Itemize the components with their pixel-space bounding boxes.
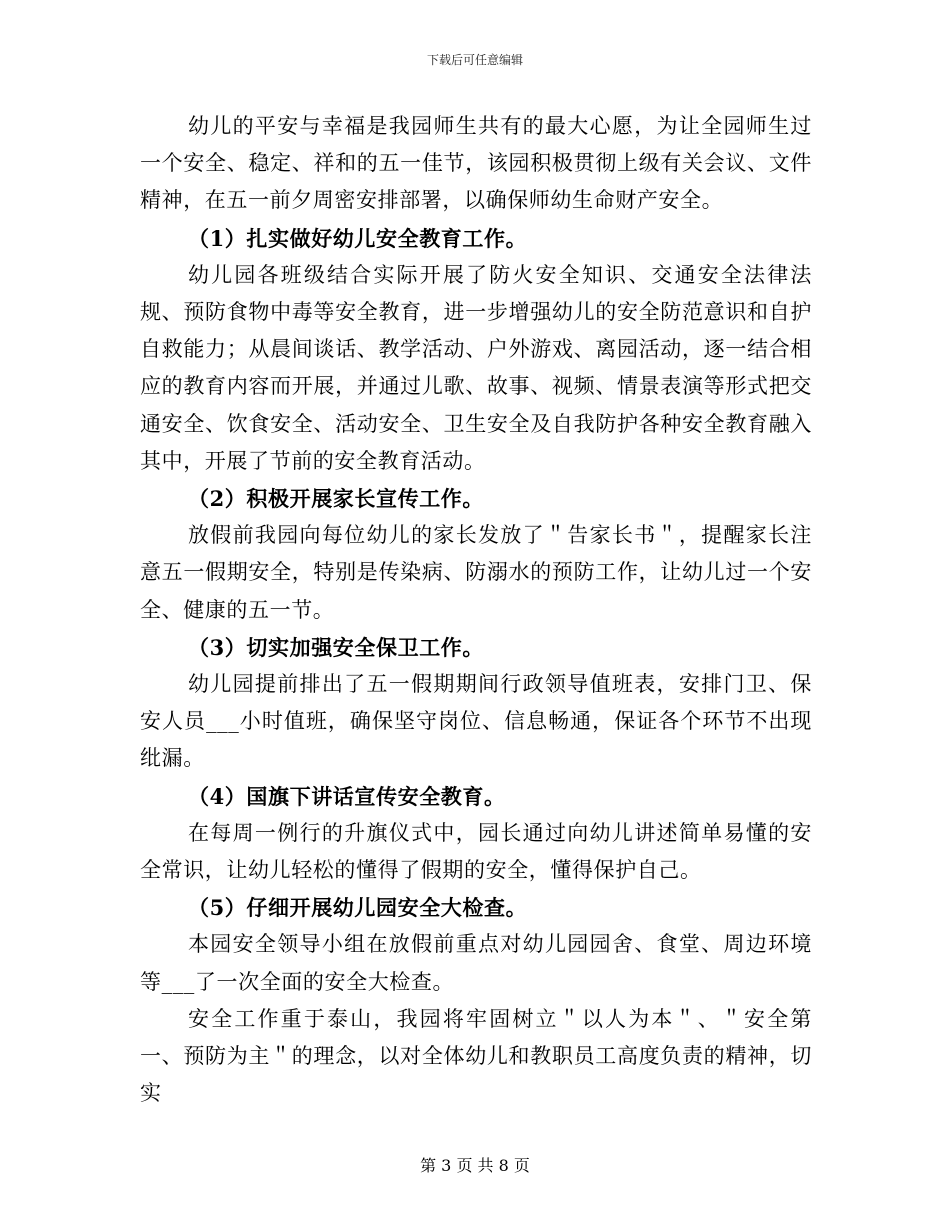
paragraph-intro: 幼儿的平安与幸福是我园师生共有的最大心愿，为让全园师生过一个安全、稳定、祥和的五一佳节，该园积极贯彻上级有关会议、文件精神，在五一前夕周密安排部署，以确保师幼生命财产安全。: [140, 114, 812, 213]
paragraph-parent-outreach: 放假前我园向每位幼儿的家长发放了＂告家长书＂，提醒家长注意五一假期安全，特别是传染病、防溺水的预防工作，让幼儿过一个安全、健康的五一节。: [140, 523, 812, 622]
section-heading-1: （1）扎实做好幼儿安全教育工作。: [188, 225, 528, 251]
section-heading-5: （5）仔细开展幼儿园安全大检查。: [188, 895, 528, 921]
page-header: 下载后可任意编辑: [426, 53, 523, 67]
section-heading-3: （3）切实加强安全保卫工作。: [188, 634, 485, 660]
page-number: 第 3 页 共 8 页: [420, 1156, 530, 1175]
paragraph-inspection: 本园安全领导小组在放假前重点对幼儿园园舍、食堂、周边环境等___了一次全面的安全大检查。: [140, 932, 812, 994]
paragraph-flag-ceremony: 在每周一例行的升旗仪式中，园长通过向幼儿讲述简单易懂的安全常识，让幼儿轻松的懂得了假期的安全，懂得保护自己。: [140, 820, 812, 883]
section-heading-4: （4）国旗下讲话宣传安全教育。: [188, 783, 506, 809]
paragraph-conclusion: 安全工作重于泰山，我园将牢固树立＂以人为本＂、＂安全第一、预防为主＂的理念，以对全体幼儿和教职员工高度负责的精神，切实: [140, 1006, 812, 1106]
document-body: [140, 108, 812, 1112]
paragraph-safety-education: 幼儿园各班级结合实际开展了防火安全知识、交通安全法律法规、预防食物中毒等安全教育，进一步增强幼儿的安全防范意识和自护自救能力；从晨间谈话、教学活动、户外游戏、离园活动，逐一结合相应的教育内容而开展，并通过儿歌、故事、视频、情景表演等形式把交通安全、饮食安全、活动安全、卫生安全及自我防护各种安全教育融入其中，开展了节前的安全教育活动。: [140, 262, 812, 473]
section-heading-2: （2）积极开展家长宣传工作。: [188, 486, 485, 512]
paragraph-security-duty: 幼儿园提前排出了五一假期期间行政领导值班表，安排门卫、保安人员___小时值班，确保坚守岗位、信息畅通，保证各个环节不出现纰漏。: [140, 672, 812, 771]
